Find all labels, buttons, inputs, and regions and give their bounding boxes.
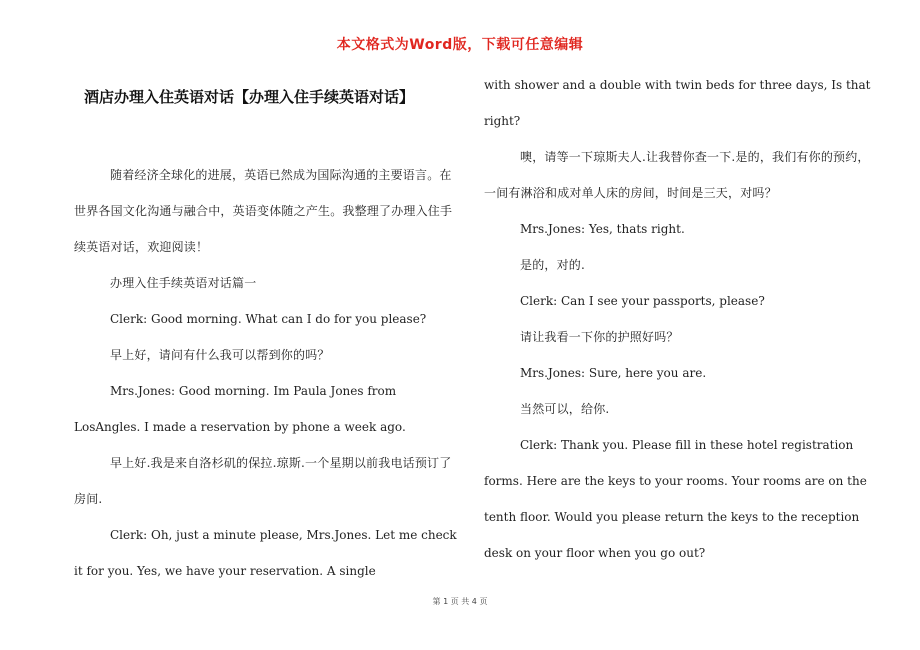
dialogue-translation: 早上好，请问有什么我可以帮到你的吗？ — [110, 348, 330, 362]
dialogue-line-continued: with shower and a double with twin beds for three days, Is that right? — [484, 78, 871, 128]
dialogue-translation: 噢，请等一下琼斯夫人.让我替你查一下.是的，我们有你的预约，一间有淋浴和成对单人床的房间，时间是三天，对吗？ — [484, 150, 870, 200]
dialogue-translation: 请让我看一下你的护照好吗？ — [520, 330, 679, 344]
dialogue-translation: 当然可以，给你. — [520, 402, 610, 416]
dialogue-line: Clerk: Oh, just a minute please, Mrs.Jones. Let me check it for you. Yes, we have your reservation. A single — [74, 528, 457, 578]
download-banner: 本文格式为Word版，下载可任意编辑 — [336, 37, 584, 53]
dialogue-line: Clerk: Thank you. Please fill in these hotel registration forms. Here are the keys to your rooms. Your rooms are on the tenth floor. Would you please return the keys to the reception desk on your floor when you go out? — [484, 438, 867, 560]
dialogue-line: Mrs.Jones: Sure, here you are. — [520, 366, 707, 380]
dialogue-translation: 是的，对的. — [520, 258, 586, 272]
left-column — [74, 157, 458, 589]
document-title: 酒店办理入住英语对话【办理入住手续英语对话】 — [84, 88, 415, 106]
dialogue-line: Mrs.Jones: Yes, thats right. — [520, 222, 685, 236]
section-heading: 办理入住手续英语对话篇一 — [110, 276, 257, 290]
dialogue-line: Clerk: Good morning. What can I do for you please? — [110, 312, 427, 326]
dialogue-line: Mrs.Jones: Good morning. Im Paula Jones from LosAngles. I made a reservation by phone a week ago. — [74, 384, 406, 434]
intro-paragraph: 随着经济全球化的进展，英语已然成为国际沟通的主要语言。在世界各国文化沟通与融合中，英语变体随之产生。我整理了办理入住手续英语对话，欢迎阅读！ — [74, 168, 453, 254]
dialogue-line: Clerk: Can I see your passports, please? — [520, 294, 765, 308]
page-footer: 第 1 页 共 4 页 — [432, 597, 488, 606]
right-column — [484, 67, 874, 571]
dialogue-translation: 早上好.我是来自洛杉矶的保拉.琼斯.一个星期以前我电话预订了房间. — [74, 456, 452, 506]
